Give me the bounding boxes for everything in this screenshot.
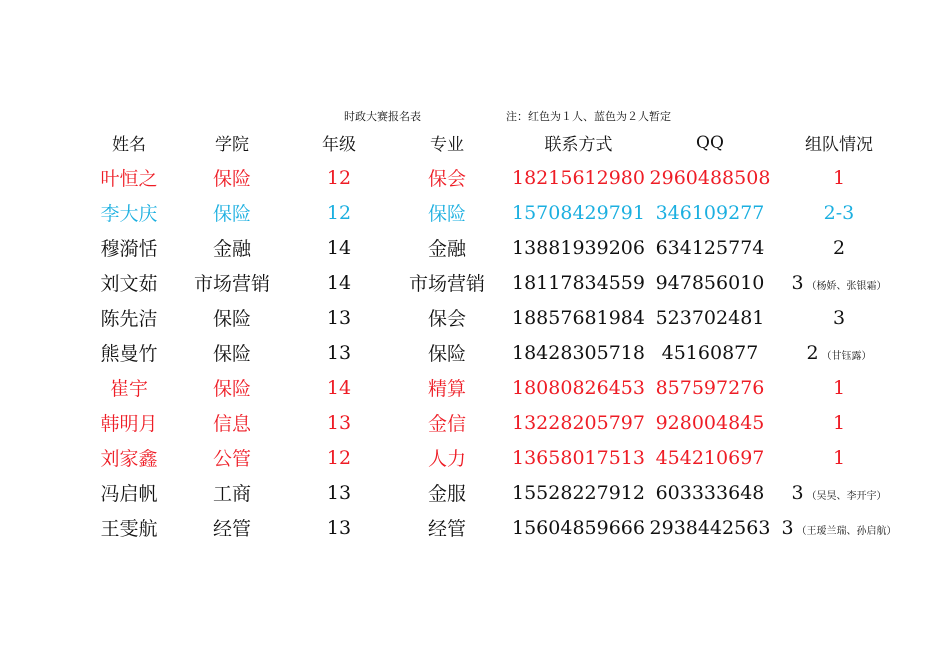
table-body	[90, 160, 903, 545]
cell-major: 经管	[427, 518, 466, 540]
cell-qq: 45160877	[661, 341, 759, 364]
cell-college: 保险	[212, 378, 251, 400]
cell-major: 市场营销	[408, 273, 485, 295]
cell-phone: 15604859666	[512, 516, 645, 539]
cell-phone: 13658017513	[512, 446, 645, 469]
cell-grade: 12	[326, 201, 352, 224]
header-college: 学院	[215, 135, 249, 155]
cell-grade: 12	[326, 446, 352, 469]
cell-grade: 14	[326, 236, 352, 259]
cell-major: 精算	[427, 378, 466, 400]
cell-major: 保会	[427, 308, 466, 330]
table-row	[90, 230, 903, 265]
table-row	[90, 335, 903, 370]
cell-qq: 928004845	[655, 411, 765, 434]
cell-qq: 2960488508	[649, 166, 771, 189]
document-title: 时政大赛报名表	[344, 110, 421, 123]
team-count: 3	[791, 481, 804, 504]
cell-team	[775, 510, 903, 545]
cell-phone: 18428305718	[512, 341, 645, 364]
table-row	[90, 510, 903, 545]
cell-name: 李大庆	[100, 203, 158, 225]
cell-college: 工商	[212, 483, 251, 505]
cell-team	[775, 195, 903, 230]
cell-grade: 12	[326, 166, 352, 189]
header-phone: 联系方式	[544, 135, 613, 155]
cell-major: 金融	[427, 238, 466, 260]
cell-phone: 18215612980	[512, 166, 645, 189]
team-members-note: （吴昊、李开宇）	[806, 490, 887, 502]
table-row	[90, 300, 903, 335]
cell-name: 崔宇	[109, 378, 148, 400]
table-row	[90, 475, 903, 510]
cell-qq: 346109277	[655, 201, 765, 224]
team-count: 2	[806, 341, 819, 364]
cell-phone: 13881939206	[512, 236, 645, 259]
header-team: 组队情况	[804, 135, 873, 155]
cell-phone: 18117834559	[512, 271, 645, 294]
cell-grade: 13	[326, 306, 352, 329]
cell-qq: 947856010	[655, 271, 765, 294]
team-members-note: （杨娇、张银霜）	[806, 280, 887, 292]
cell-team	[775, 300, 903, 335]
cell-name: 穆漪恬	[100, 238, 158, 260]
cell-college: 保险	[212, 203, 251, 225]
cell-name: 刘家鑫	[100, 448, 158, 470]
cell-grade: 13	[326, 411, 352, 434]
table-row	[90, 160, 903, 195]
table-row	[90, 195, 903, 230]
team-count: 1	[832, 166, 846, 189]
cell-name: 陈先洁	[100, 308, 158, 330]
cell-major: 保险	[427, 343, 466, 365]
cell-qq: 634125774	[655, 236, 765, 259]
cell-grade: 13	[326, 516, 352, 539]
team-count: 1	[832, 376, 846, 399]
cell-team	[775, 160, 903, 195]
team-count: 3	[791, 271, 804, 294]
table-header-row	[90, 125, 903, 160]
cell-major: 保会	[427, 168, 466, 190]
cell-major: 金信	[427, 413, 466, 435]
cell-grade: 13	[326, 481, 352, 504]
cell-grade: 13	[326, 341, 352, 364]
color-legend-note: 注：红色为１人、蓝色为２人暂定	[506, 110, 671, 123]
header-qq: QQ	[696, 132, 724, 153]
header-grade: 年级	[322, 135, 356, 155]
cell-name: 冯启帆	[100, 483, 158, 505]
cell-team	[775, 370, 903, 405]
cell-phone: 13228205797	[512, 411, 645, 434]
team-count: 1	[832, 446, 846, 469]
cell-grade: 14	[326, 376, 352, 399]
cell-grade: 14	[326, 271, 352, 294]
cell-phone: 18857681984	[512, 306, 645, 329]
cell-team	[775, 335, 903, 370]
header-major: 专业	[430, 135, 464, 155]
cell-name: 刘文茹	[100, 273, 158, 295]
cell-name: 韩明月	[100, 413, 158, 435]
cell-qq: 523702481	[655, 306, 765, 329]
table-row	[90, 405, 903, 440]
cell-college: 公管	[212, 448, 251, 470]
team-members-note: （甘钰露）	[821, 350, 872, 362]
cell-qq: 857597276	[655, 376, 765, 399]
cell-major: 金服	[427, 483, 466, 505]
cell-qq: 603333648	[655, 481, 765, 504]
cell-team	[775, 405, 903, 440]
cell-college: 保险	[212, 168, 251, 190]
cell-major: 人力	[427, 448, 466, 470]
team-count: 3	[781, 516, 794, 539]
cell-college: 信息	[212, 413, 251, 435]
team-count: 2	[832, 236, 846, 259]
cell-name: 叶恒之	[100, 168, 158, 190]
table-row	[90, 265, 903, 300]
cell-qq: 2938442563	[649, 516, 771, 539]
team-count: 2-3	[823, 201, 855, 224]
cell-team	[775, 265, 903, 300]
table-row	[90, 440, 903, 475]
cell-college: 保险	[212, 343, 251, 365]
cell-name: 王雯航	[100, 518, 158, 540]
registration-table	[90, 125, 903, 545]
cell-major: 保险	[427, 203, 466, 225]
team-count: 3	[832, 306, 846, 329]
cell-phone: 15708429791	[512, 201, 645, 224]
cell-name: 熊曼竹	[100, 343, 158, 365]
table-row	[90, 370, 903, 405]
cell-college: 保险	[212, 308, 251, 330]
cell-college: 金融	[212, 238, 251, 260]
team-members-note: （王瑷兰瑞、孙启航）	[796, 525, 897, 537]
cell-team	[775, 475, 903, 510]
cell-college: 市场营销	[193, 273, 270, 295]
cell-team	[775, 440, 903, 475]
header-name: 姓名	[112, 135, 146, 155]
team-count: 1	[832, 411, 846, 434]
cell-qq: 454210697	[655, 446, 765, 469]
cell-phone: 15528227912	[512, 481, 645, 504]
cell-team	[775, 230, 903, 265]
cell-college: 经管	[212, 518, 251, 540]
cell-phone: 18080826453	[512, 376, 645, 399]
